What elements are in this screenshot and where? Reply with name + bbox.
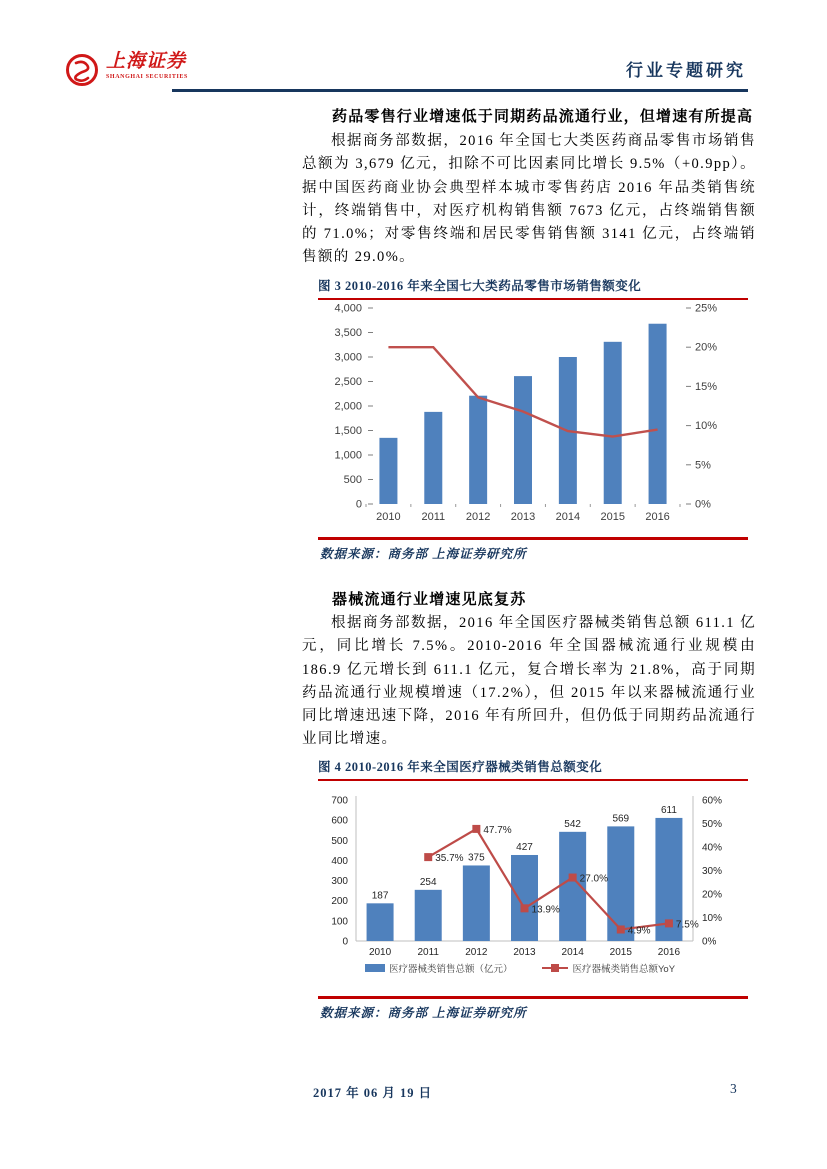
left-axis-tick-label: 300 (331, 876, 348, 888)
section1-paragraph: 根据商务部数据，2016 年全国七大类医药商品零售市场销售总额为 3,679 亿元，扣除不可比因素同比增长 9.5%（+0.9pp）。据中国医药商业协会典型样本城市零售药店 2016 年品类销售统计，终端销售中，对医疗机构销售额 7673 亿元，占终端销售额的 71.0%；对零售终端和居民零售销售额 3141 亿元，占终端销售额的 29.0%。 (302, 133, 756, 266)
figure4-title: 图 4 2010-2016 年来全国医疗器械类销售总额变化 (318, 757, 748, 781)
x-axis-label: 2013 (513, 947, 536, 958)
bar (514, 376, 532, 504)
left-axis-tick-label: 3,500 (334, 327, 362, 339)
right-axis-tick-label: 10% (702, 913, 723, 924)
bar-value-label: 542 (564, 818, 581, 830)
line-marker (617, 925, 625, 933)
figure3-divider (318, 537, 748, 540)
right-axis-tick-label: 5% (695, 459, 711, 472)
left-axis-tick-label: 200 (331, 896, 348, 908)
right-axis-tick-label: 0% (702, 936, 717, 948)
bar (367, 903, 394, 941)
x-axis-label: 2010 (368, 947, 392, 958)
line-swatch-icon (542, 964, 568, 972)
x-axis-label: 2015 (609, 947, 632, 958)
doc-type-label: 行业专题研究 (626, 61, 746, 80)
line-value-label: 7.5% (675, 919, 699, 931)
bar-value-label: 187 (371, 890, 389, 902)
figure4-source: 数据来源：商务部 上海证券研究所 (320, 1006, 527, 1020)
left-axis-tick-label: 500 (343, 474, 362, 486)
right-axis-tick-label: 15% (695, 380, 718, 393)
bar (415, 890, 442, 941)
legend-line-label: 医疗器械类销售总额YoY (572, 964, 676, 975)
section2-heading: 器械流通行业增速见底复苏 (332, 592, 527, 608)
figure4-chart (310, 784, 730, 962)
x-axis-label: 2016 (645, 511, 670, 523)
right-axis-tick-label: 0% (695, 498, 711, 511)
figure4-legend (310, 961, 730, 975)
left-axis-tick-label: 500 (331, 835, 348, 847)
left-axis-tick-label: 3,000 (334, 351, 362, 364)
section1-heading: 药品零售行业增速低于同期药品流通行业，但增速有所提高 (332, 109, 754, 125)
left-axis-tick-label: 4,000 (334, 302, 362, 315)
header-rule (172, 89, 748, 92)
right-axis-tick-label: 25% (695, 302, 718, 315)
line-marker (472, 825, 480, 833)
bar-value-label: 569 (612, 813, 630, 825)
line-value-label: 35.7% (435, 853, 464, 865)
figure3-title: 图 3 2010-2016 年来全国七大类药品零售市场销售额变化 (318, 276, 748, 300)
x-axis-label: 2014 (561, 947, 584, 958)
x-axis-label: 2010 (376, 511, 401, 523)
line-value-label: 27.0% (579, 873, 609, 885)
left-axis-tick-label: 0 (342, 936, 348, 948)
x-axis-label: 2013 (510, 511, 536, 523)
x-axis-label: 2012 (465, 947, 488, 958)
bar (379, 438, 397, 504)
left-axis-tick-label: 700 (331, 795, 348, 807)
x-axis-label: 2016 (657, 947, 681, 958)
bar-swatch-icon (365, 964, 385, 972)
line-marker (665, 919, 673, 927)
right-axis-tick-label: 40% (702, 842, 723, 854)
section2-paragraph: 根据商务部数据，2016 年全国医疗器械类销售总额 611.1 亿元，同比增长 7.5%。2010-2016 年全国器械流通行业规模由 186.9 亿元增长到 611.1 亿元，复合增长率为 21.8%，高于同期药品流通行业规模增速（17.2%），但 2015 年以来器械流通行业同比增速迅速下降，2016 年有所回升，但仍低于同期药品流通行业同比增速。 (302, 615, 756, 748)
right-axis-tick-label: 50% (702, 819, 723, 830)
x-axis-label: 2011 (421, 511, 446, 523)
legend-bar-label: 医疗器械类销售总额（亿元） (388, 964, 513, 975)
right-axis-tick-label: 20% (702, 889, 723, 901)
line-value-label: 47.7% (483, 824, 512, 836)
footer-date: 2017 年 06 月 19 日 (313, 1086, 433, 1100)
left-axis-tick-label: 400 (331, 855, 348, 867)
left-axis-tick-label: 2,000 (334, 400, 362, 413)
bar (469, 396, 487, 504)
bar (649, 324, 667, 504)
bar-value-label: 611 (660, 804, 677, 816)
line-value-label: 4.9% (627, 925, 651, 937)
left-axis-tick-label: 100 (331, 916, 348, 928)
bar (511, 855, 538, 941)
legend-item-bar (365, 961, 513, 975)
bar-value-label: 254 (419, 876, 437, 888)
brand-name: 上海证券 (106, 51, 187, 72)
line-marker (569, 874, 577, 882)
right-axis-tick-label: 60% (702, 795, 723, 807)
legend-item-line (542, 961, 675, 975)
line-marker (424, 853, 432, 861)
right-axis-tick-label: 20% (695, 341, 718, 354)
figure3-chart (310, 299, 722, 537)
figure4-divider (318, 996, 748, 999)
x-axis-label: 2015 (600, 511, 625, 523)
bar (463, 865, 490, 941)
bar (604, 342, 622, 504)
left-axis-tick-label: 1,000 (334, 449, 362, 462)
right-axis-tick-label: 10% (695, 420, 718, 433)
left-axis-tick-label: 600 (331, 815, 348, 827)
bar-value-label: 375 (468, 852, 485, 864)
figure3-source: 数据来源：商务部 上海证券研究所 (320, 547, 527, 561)
line-marker (521, 904, 529, 912)
line-value-label: 13.9% (531, 904, 560, 916)
left-axis-tick-label: 0 (355, 498, 362, 511)
bar-value-label: 427 (516, 841, 533, 853)
x-axis-label: 2011 (417, 947, 439, 958)
bar (607, 826, 634, 941)
left-axis-tick-label: 2,500 (334, 376, 362, 388)
bar (424, 412, 442, 504)
right-axis-tick-label: 30% (702, 866, 723, 877)
page-number: 3 (730, 1081, 737, 1096)
brand-subtitle: SHANGHAI SECURITIES (106, 74, 188, 80)
x-axis-label: 2012 (465, 511, 491, 523)
x-axis-label: 2014 (555, 511, 581, 523)
left-axis-tick-label: 1,500 (334, 425, 362, 437)
